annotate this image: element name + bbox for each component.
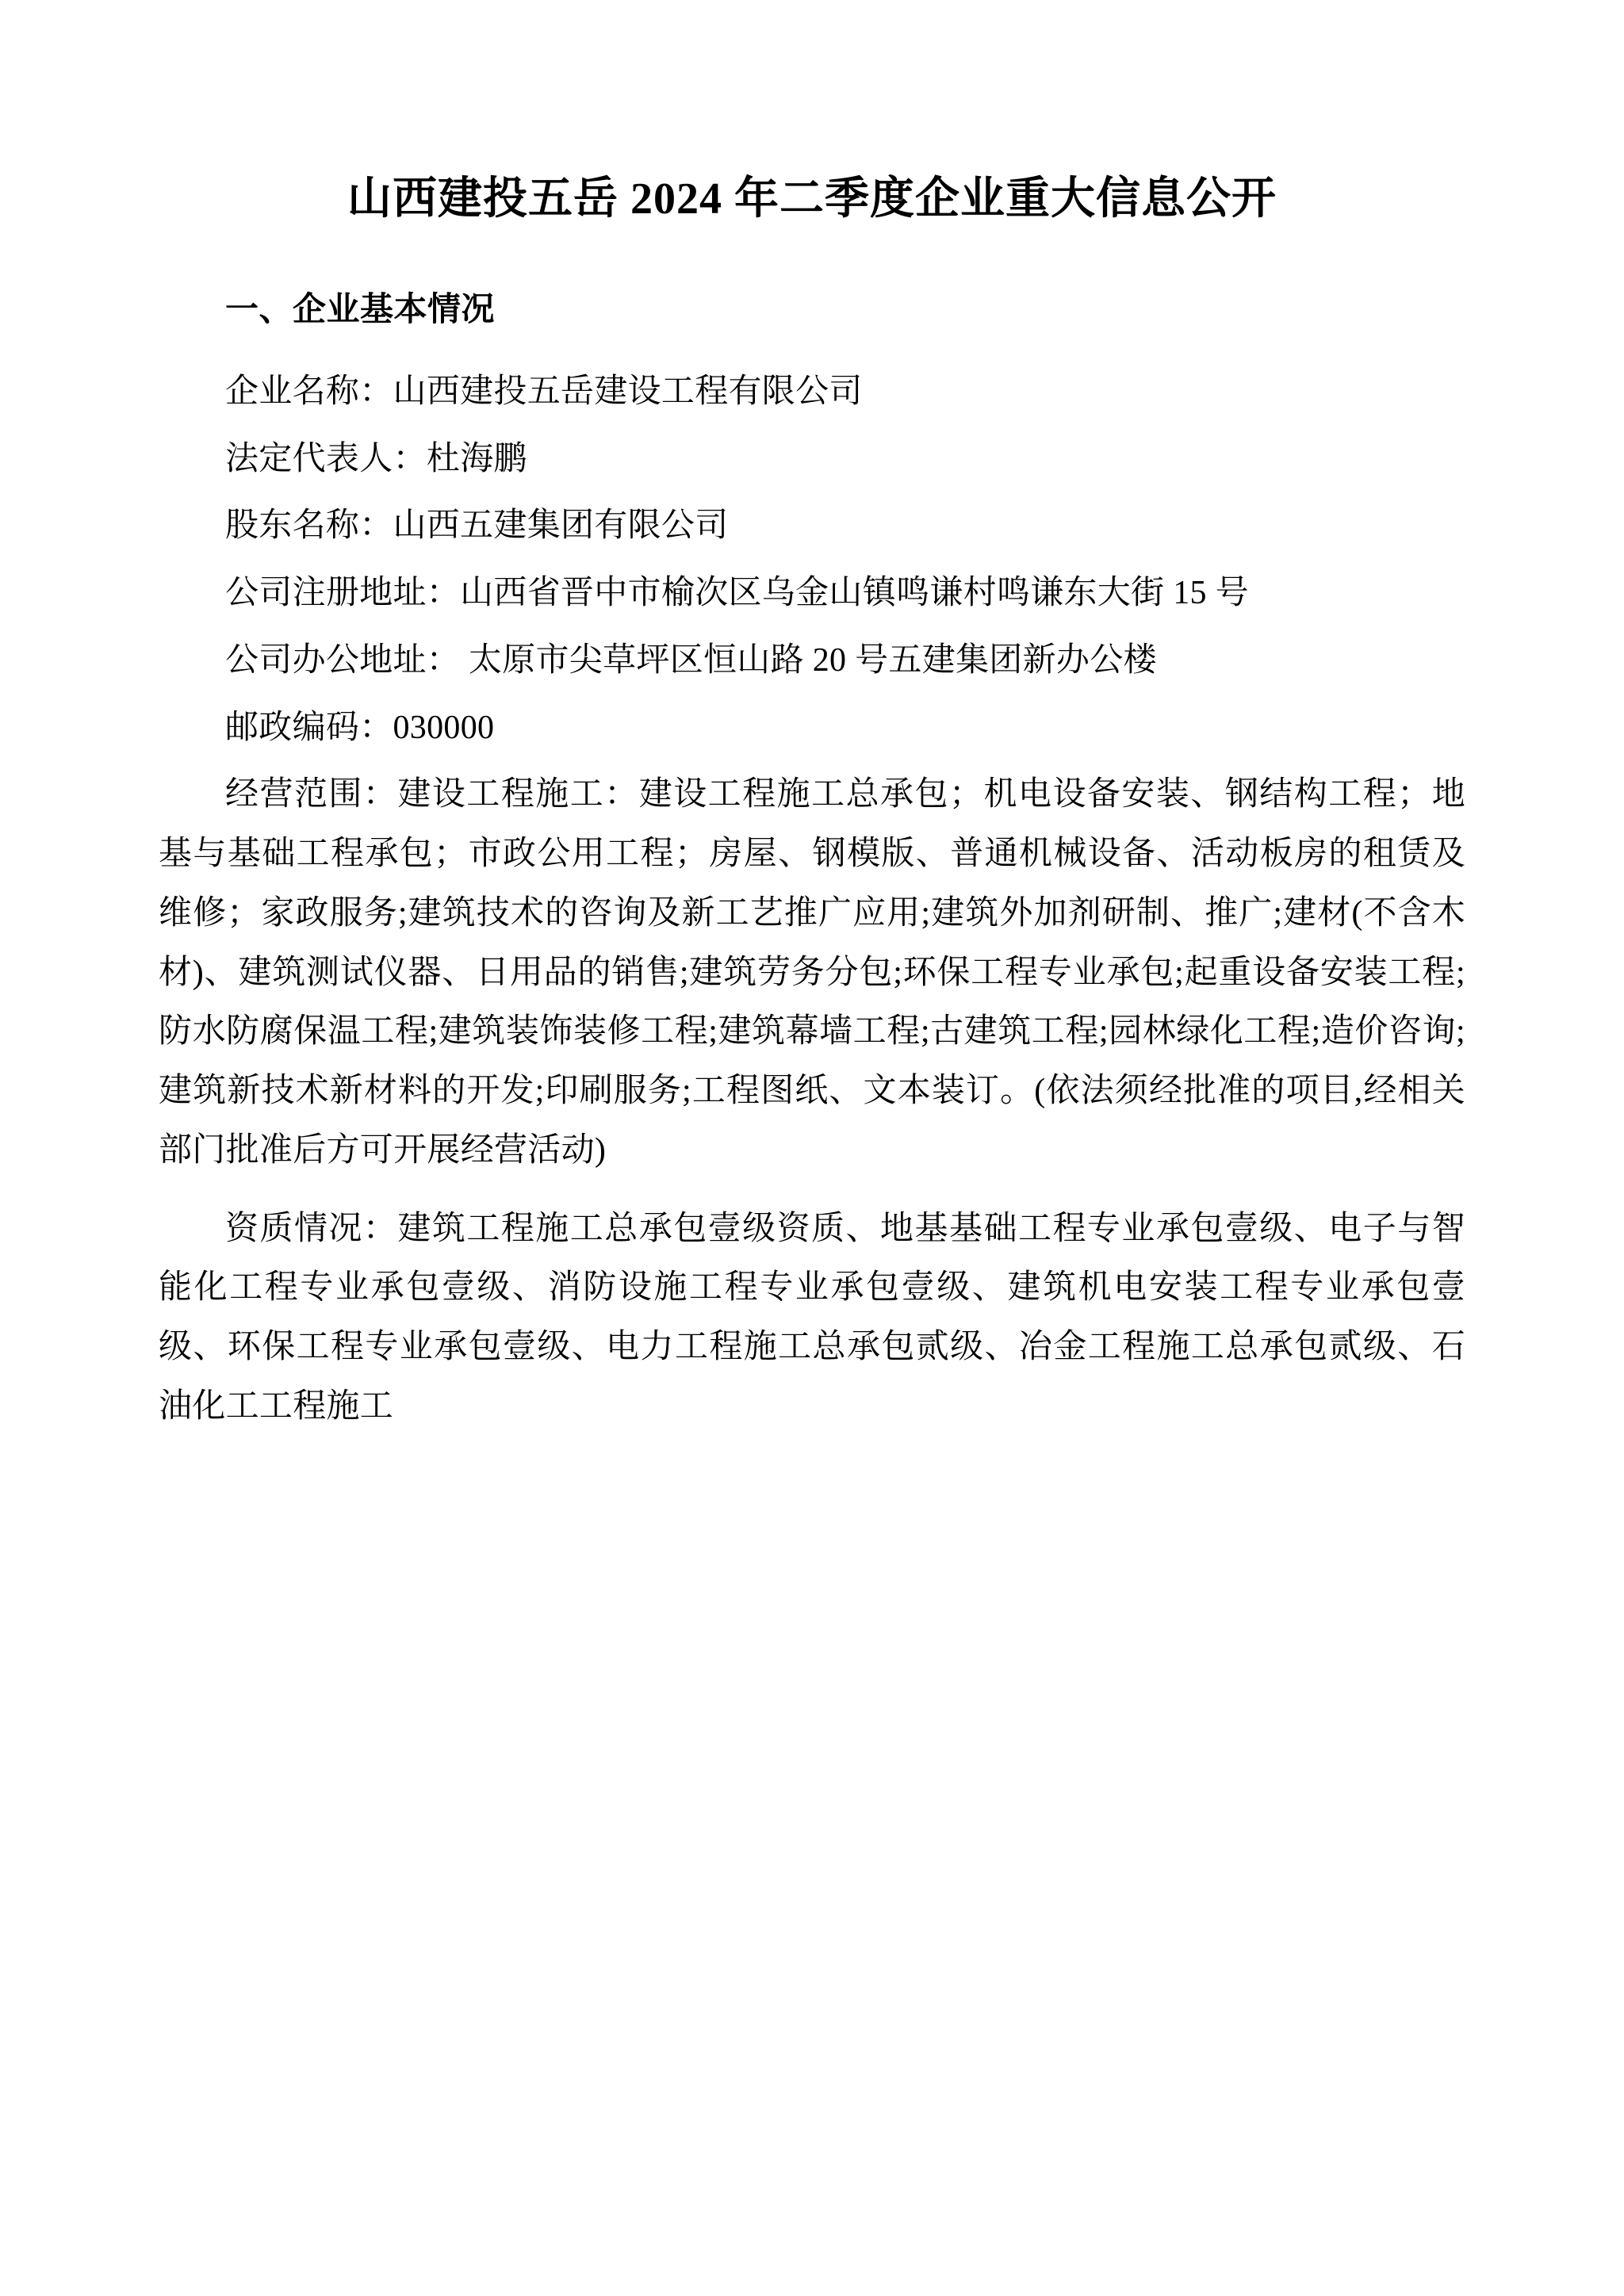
paragraph-spacer xyxy=(159,1188,1465,1200)
field-business-scope: 经营范围：建设工程施工：建设工程施工总承包；机电设备安装、钢结构工程；地基与基础工程承包；市政公用工程；房屋、钢模版、普通机械设备、活动板房的租赁及维修；家政服务;建筑技术的咨询及新工艺推广应用;建筑外加剂研制、推广;建材(不含木材)、建筑测试仪器、日用品的销售;建筑劳务分包;环保工程专业承包;起重设备安装工程;防水防腐保温工程;建筑装饰装修工程;建筑幕墙工程;古建筑工程;园林绿化工程;造价咨询;建筑新技术新材料的开发;印刷服务;工程图纸、文本装订。(依法须经批准的项目,经相关部门批准后方可开展经营活动) xyxy=(159,776,1465,1169)
section-heading-company-basics: 一、企业基本情况 xyxy=(225,291,496,328)
field-legal-representative: 法定代表人：杜海鹏 xyxy=(225,440,527,477)
field-qualifications: 资质情况：建筑工程施工总承包壹级资质、地基基础工程专业承包壹级、电子与智能化工程专业承包壹级、消防设施工程专业承包壹级、建筑机电安装工程专业承包壹级、环保工程专业承包壹级、电力工程施工总承包贰级、冶金工程施工总承包贰级、石油化工工程施工 xyxy=(159,1210,1465,1425)
field-shareholder: 股东名称：山西五建集团有限公司 xyxy=(225,507,729,545)
field-registered-address: 公司注册地址：山西省晋中市榆次区乌金山镇鸣谦村鸣谦东大街 15 号 xyxy=(225,575,1249,612)
field-office-address: 公司办公地址： 太原市尖草坪区恒山路 20 号五建集团新办公楼 xyxy=(225,641,1157,679)
page-title: 山西建投五岳 2024 年二季度企业重大信息公开 xyxy=(347,174,1277,224)
field-company-name: 企业名称：山西建投五岳建设工程有限公司 xyxy=(225,373,863,410)
field-postal-code: 邮政编码：030000 xyxy=(225,709,495,746)
